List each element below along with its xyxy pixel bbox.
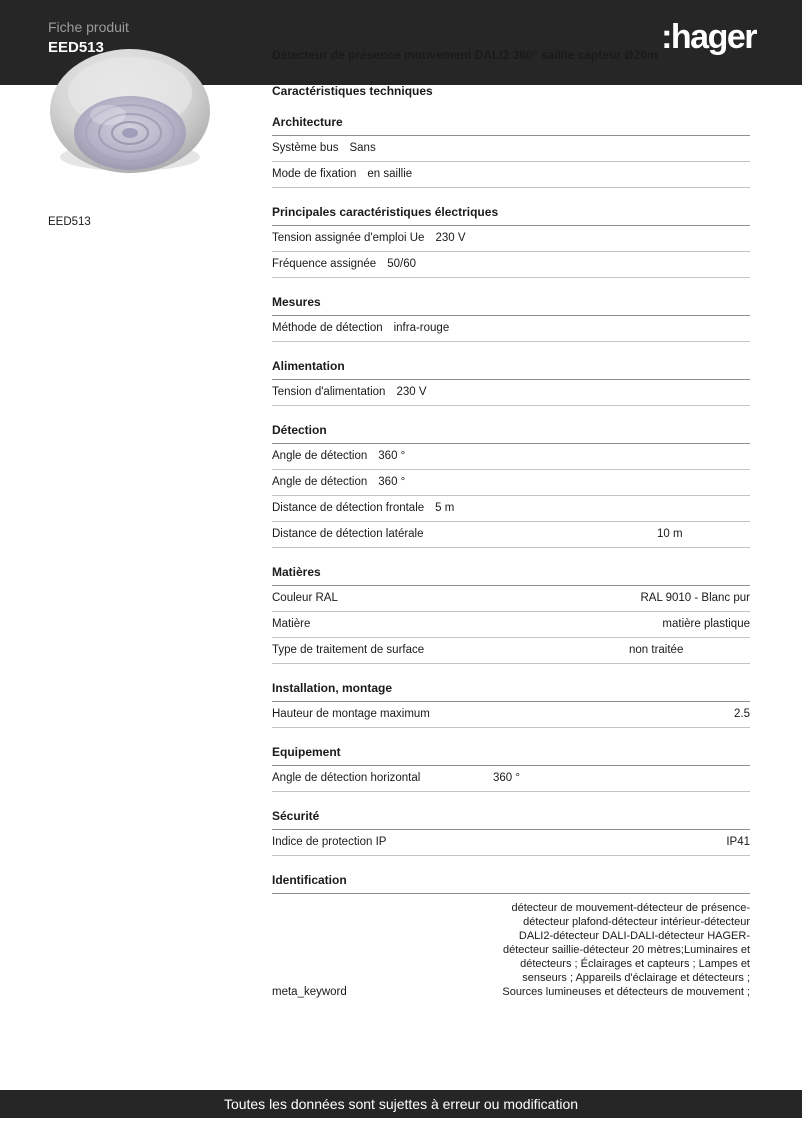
spec-label: Fréquence assignée: [272, 258, 377, 270]
spec-label: Tension d'alimentation: [272, 386, 386, 398]
spec-value: non traitée: [629, 644, 684, 656]
section-installation-montage: [272, 681, 750, 728]
spec-row-distance-de-detection-frontale: [272, 496, 750, 522]
section-title: Architecture: [272, 115, 750, 136]
section-equipement: [272, 745, 750, 792]
section-title: Principales caractéristiques électriques: [272, 205, 750, 226]
section-title: Identification: [272, 873, 750, 894]
spec-label: Matière: [272, 618, 311, 630]
hager-logo: :hager: [661, 18, 756, 56]
spec-row-tension-assignee-d-emploi-ue: [272, 226, 750, 252]
spec-row-tension-d-alimentation: [272, 380, 750, 406]
section-title: Matières: [272, 565, 750, 586]
spec-value: 10 m: [657, 528, 683, 540]
spec-label: meta_keyword: [272, 986, 347, 998]
section-title: Equipement: [272, 745, 750, 766]
page-footer: [0, 1090, 802, 1118]
spec-sections: [272, 115, 750, 1005]
spec-label: Système bus: [272, 142, 339, 154]
spec-value: IP41: [726, 836, 750, 848]
spec-row-frequence-assignee: [272, 252, 750, 278]
spec-value: 360 °: [493, 772, 520, 784]
spec-label: Tension assignée d'emploi Ue: [272, 232, 425, 244]
spec-row-angle-de-detection-horizontal: [272, 766, 750, 792]
spec-label: Distance de détection frontale: [272, 502, 425, 514]
spec-value: 360 °: [378, 476, 406, 488]
spec-row-meta-keyword: [272, 894, 750, 1005]
spec-value: 360 °: [378, 450, 406, 462]
spec-row-type-de-traitement-de-surface: [272, 638, 750, 664]
spec-row-angle-de-detection: [272, 470, 750, 496]
spec-row-matiere: [272, 612, 750, 638]
spec-label: Hauteur de montage maximum: [272, 708, 430, 720]
spec-label: Distance de détection latérale: [272, 528, 424, 540]
section-securite: [272, 809, 750, 856]
spec-value: RAL 9010 - Blanc pur: [640, 592, 750, 604]
spec-label: Mode de fixation: [272, 168, 357, 180]
section-title: Sécurité: [272, 809, 750, 830]
disclaimer-text: Toutes les données sont sujettes à erreur ou modification: [223, 1096, 579, 1112]
spec-value: 50/60: [387, 258, 416, 270]
spec-label: Angle de détection: [272, 450, 368, 462]
spec-label: Couleur RAL: [272, 592, 338, 604]
tech-characteristics-title: Caractéristiques techniques: [272, 84, 433, 98]
section-matieres: [272, 565, 750, 664]
section-title: Alimentation: [272, 359, 750, 380]
spec-value: Sans: [349, 142, 376, 154]
detector-illustration: [48, 45, 212, 190]
section-identification: [272, 873, 750, 1005]
spec-label: Indice de protection IP: [272, 836, 387, 848]
spec-column: [272, 0, 750, 1005]
section-alimentation: [272, 359, 750, 406]
spec-value: 2.5: [734, 708, 750, 720]
spec-label: Méthode de détection: [272, 322, 383, 334]
section-title: Installation, montage: [272, 681, 750, 702]
spec-row-systeme-bus: [272, 136, 750, 162]
spec-value: matière plastique: [662, 618, 750, 630]
doc-type-label: Fiche produit: [48, 19, 129, 35]
spec-label: Angle de détection: [272, 476, 368, 488]
spec-row-mode-de-fixation: [272, 162, 750, 188]
section-architecture: [272, 115, 750, 188]
section-principales-caracteristiques-electriques: [272, 205, 750, 278]
spec-value: en saillie: [367, 168, 413, 180]
image-caption: EED513: [48, 216, 91, 228]
spec-label: Type de traitement de surface: [272, 644, 425, 656]
spec-value: détecteur de mouvement-détecteur de présence-détecteur plafond-détecteur intérieur-détecteur DALI2-détecteur DALI-DALI-détecteur HAGER-détecteur saillie-détecteur 20 mètres;Luminaires et détecteurs ; Éclairages et capteurs ; Lampes et senseurs ; Appareils d'éclairage et détecteurs ; Sources lumineuses et détecteurs de mouvement ;: [502, 902, 750, 998]
section-title: Mesures: [272, 295, 750, 316]
section-mesures: [272, 295, 750, 342]
spec-value: 230 V: [435, 232, 466, 244]
spec-row-methode-de-detection: [272, 316, 750, 342]
spec-value: 230 V: [396, 386, 427, 398]
spec-label: Angle de détection horizontal: [272, 772, 421, 784]
product-image-column: [48, 45, 212, 228]
spec-value: infra-rouge: [393, 322, 450, 334]
spec-value: 5 m: [435, 502, 455, 514]
section-title: Détection: [272, 423, 750, 444]
spec-row-indice-de-protection-ip: [272, 830, 750, 856]
spec-row-angle-de-detection: [272, 444, 750, 470]
section-detection: [272, 423, 750, 548]
product-photo: [48, 45, 212, 190]
product-code: EED513: [48, 39, 104, 56]
spec-row-hauteur-de-montage-maximum: [272, 702, 750, 728]
product-title: Détecteur de présence mouvement DALI2 360° saillie capteur Ø20m: [272, 48, 658, 62]
spec-row-couleur-ral: [272, 586, 750, 612]
spec-row-distance-de-detection-laterale: [272, 522, 750, 548]
